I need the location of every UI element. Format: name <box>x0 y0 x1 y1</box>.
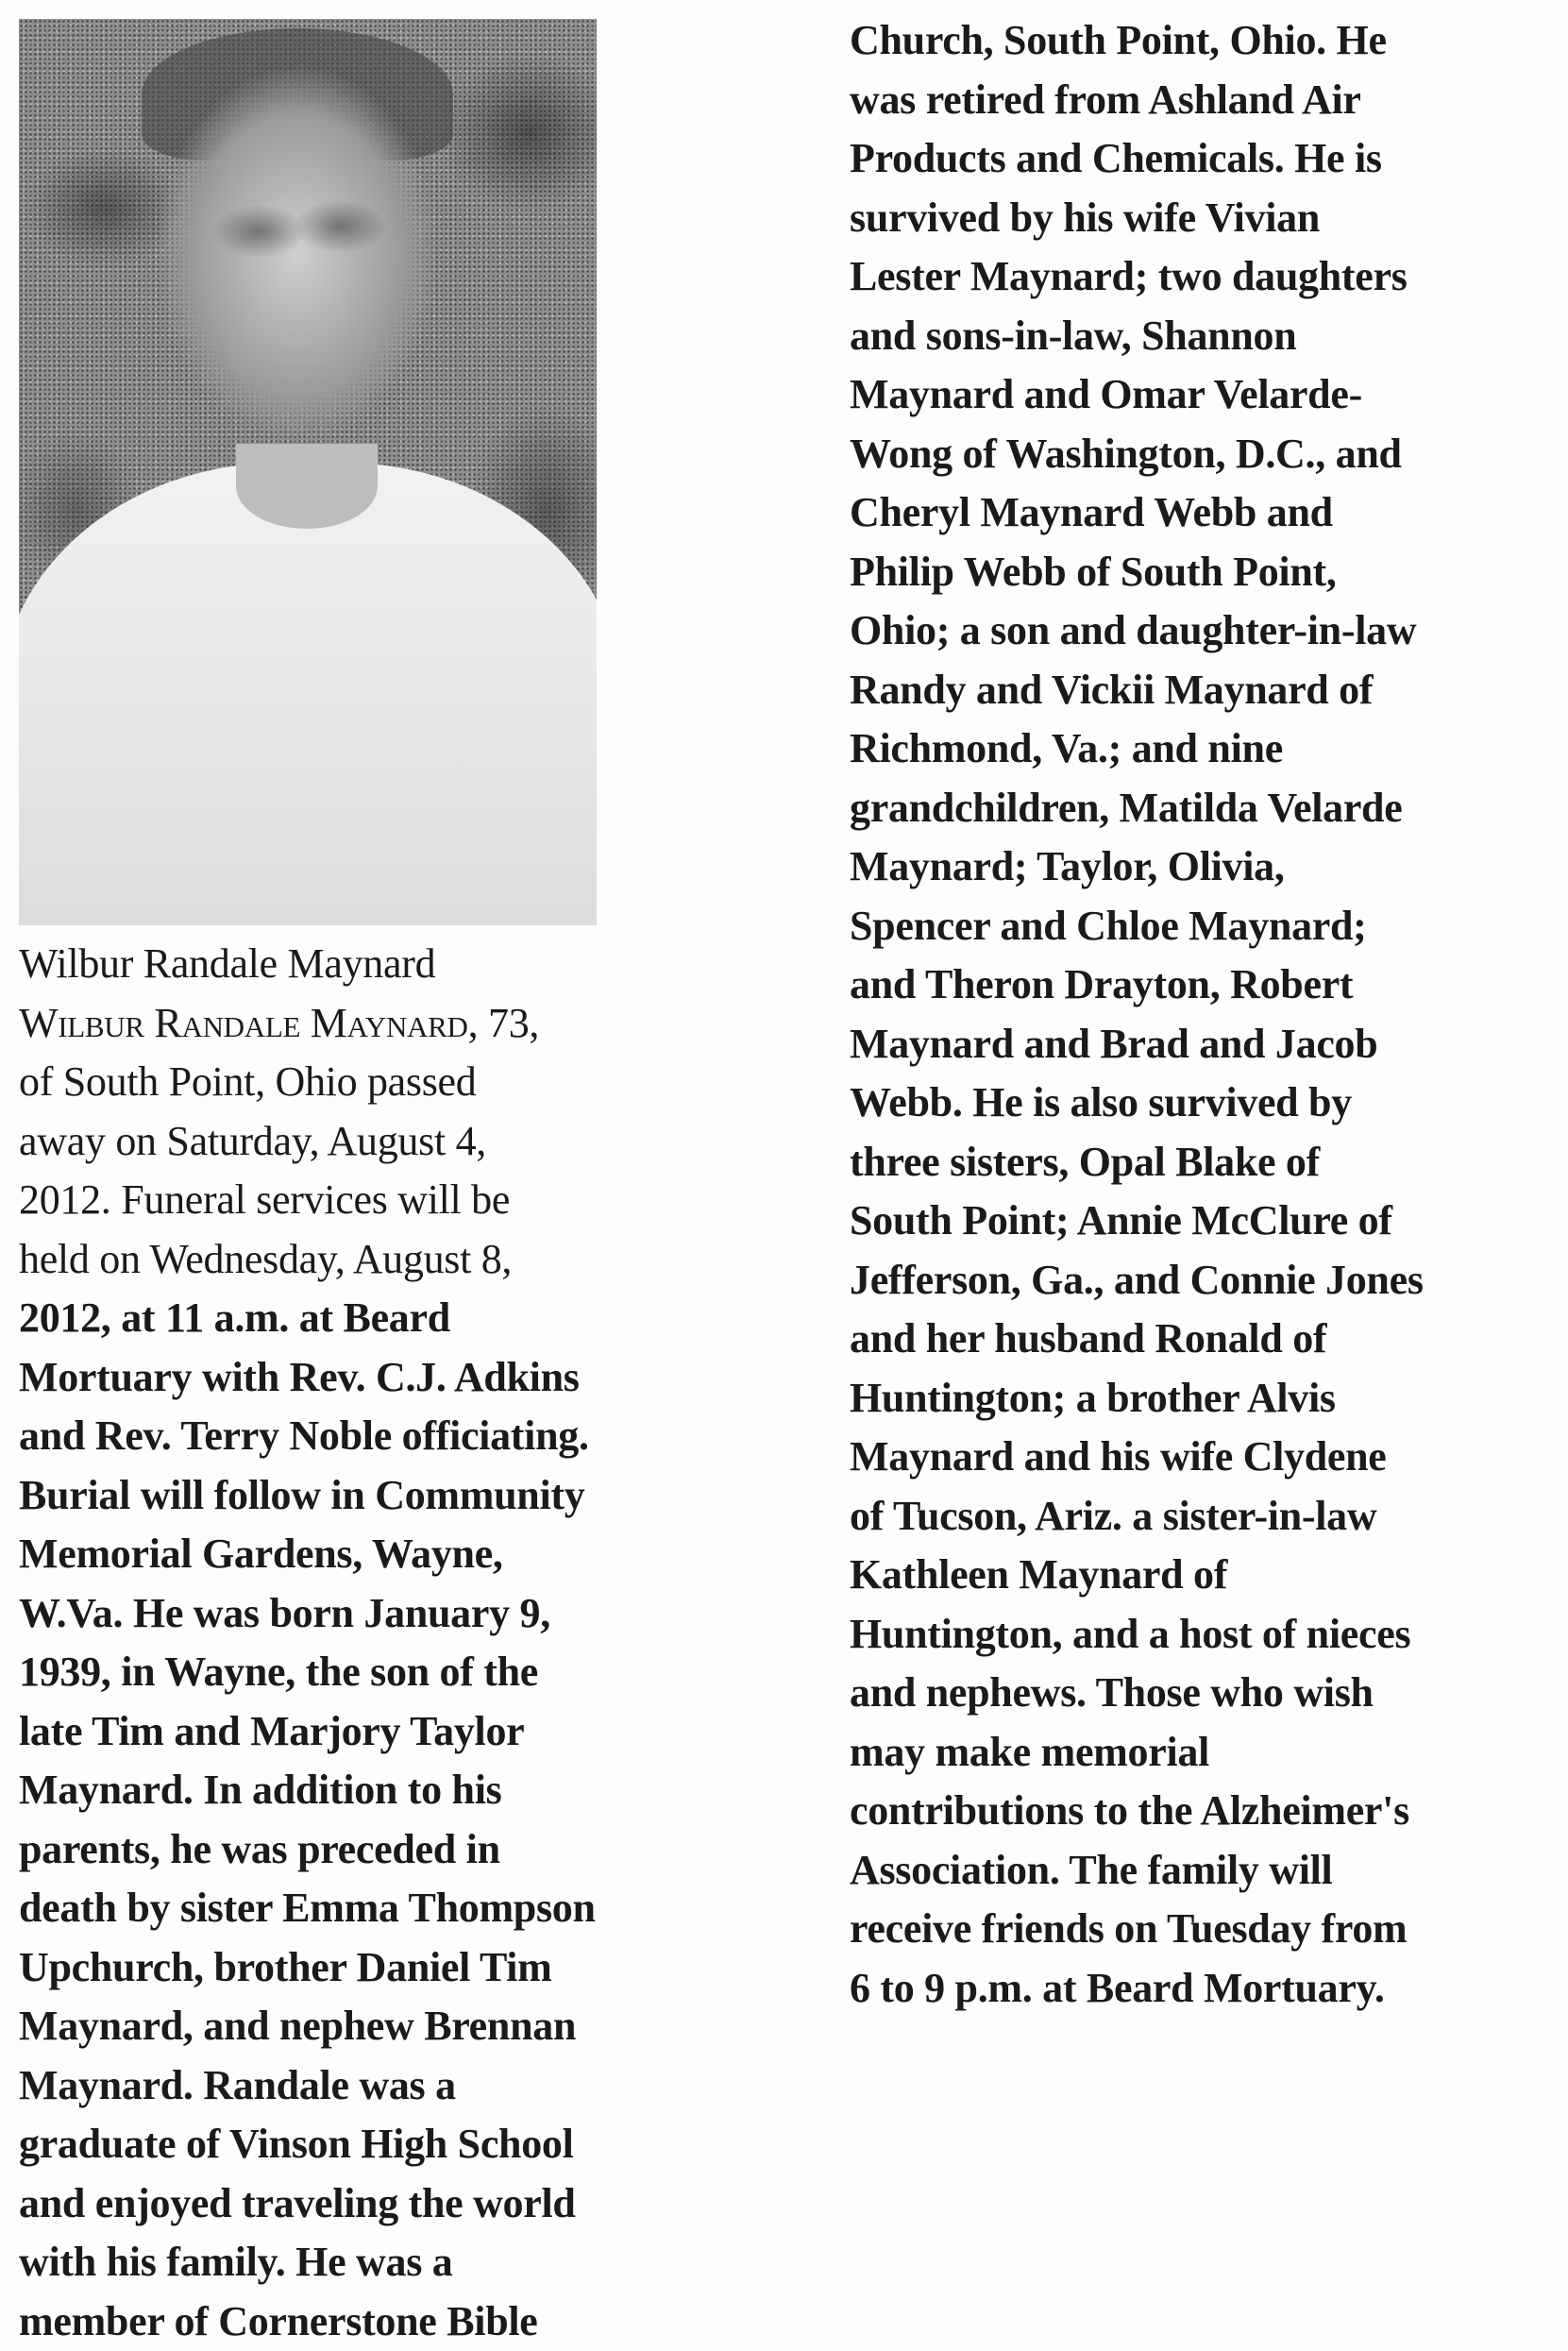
body-line: was retired from Ashland Air <box>850 76 1361 123</box>
body-line: Maynard and Brad and Jacob <box>850 1020 1378 1067</box>
text-column-right <box>850 11 1548 2018</box>
body-line: late Tim and Marjory Taylor <box>19 1707 525 1754</box>
body-line: and enjoyed traveling the world <box>19 2179 576 2226</box>
body-line: of South Point, Ohio passed <box>19 1058 477 1105</box>
body-line: survived by his wife Vivian <box>850 194 1320 241</box>
photo-neck <box>236 444 378 529</box>
body-line: held on Wednesday, August 8, <box>19 1235 513 1282</box>
body-line: Spencer and Chloe Maynard; <box>850 902 1367 949</box>
lead-name: Wilbur Randale Maynard <box>19 999 468 1046</box>
lead-age: , 73, <box>467 999 540 1046</box>
body-line: Huntington; a brother Alvis <box>850 1374 1336 1421</box>
body-line: 2012. Funeral services will be <box>19 1176 511 1223</box>
body-line: 1939, in Wayne, the son of the <box>19 1649 539 1695</box>
body-line: member of Cornerstone Bible <box>19 2297 538 2344</box>
body-line: Randy and Vickii Maynard of <box>850 666 1374 713</box>
body-line: Maynard, and nephew Brennan <box>19 2003 577 2049</box>
body-line: Maynard and his wife Clydene <box>850 1433 1387 1480</box>
body-line: contributions to the Alzheimer's <box>850 1787 1409 1834</box>
obituary-headline: Wilbur Randale Maynard <box>19 940 436 987</box>
body-line: South Point; Annie McClure of <box>850 1197 1392 1243</box>
body-line: Association. The family will <box>850 1846 1333 1893</box>
body-line: 6 to 9 p.m. at Beard Mortuary. <box>850 1964 1385 2011</box>
body-line: and Theron Drayton, Robert <box>850 961 1354 1007</box>
body-line: W.Va. He was born January 9, <box>19 1589 550 1636</box>
body-line: Memorial Gardens, Wayne, <box>19 1531 503 1577</box>
body-line: Wong of Washington, D.C., and <box>850 430 1402 477</box>
body-line: three sisters, Opal Blake of <box>850 1138 1320 1185</box>
photo-shirt <box>19 463 597 925</box>
body-line: receive friends on Tuesday from <box>850 1905 1408 1952</box>
body-line: Maynard. In addition to his <box>19 1767 502 1813</box>
body-line: Products and Chemicals. He is <box>850 135 1382 181</box>
portrait-photo <box>19 19 597 925</box>
body-line: of Tucson, Ariz. a sister-in-law <box>850 1492 1377 1539</box>
body-line: Cheryl Maynard Webb and <box>850 489 1333 535</box>
body-line: grandchildren, Matilda Velarde <box>850 784 1403 831</box>
body-line: Maynard and Omar Velarde- <box>850 371 1362 417</box>
body-line: may make memorial <box>850 1728 1210 1775</box>
body-line: and sons-in-law, Shannon <box>850 312 1297 359</box>
body-line: Maynard. Randale was a <box>19 2061 456 2108</box>
body-line: Ohio; a son and daughter-in-law <box>850 607 1417 653</box>
body-line: Burial will follow in Community <box>19 1471 585 1518</box>
body-line: death by sister Emma Thompson <box>19 1885 596 1931</box>
body-line: and Rev. Terry Noble officiating. <box>19 1412 589 1459</box>
text-column-left <box>19 935 746 2351</box>
body-line: with his family. He was a <box>19 2239 453 2285</box>
body-line: 2012, at 11 a.m. at Beard <box>19 1294 450 1341</box>
body-line: Church, South Point, Ohio. He <box>850 17 1387 63</box>
body-line: Mortuary with Rev. C.J. Adkins <box>19 1353 580 1400</box>
body-line: Webb. He is also survived by <box>850 1079 1352 1125</box>
body-line: parents, he was preceded in <box>19 1825 500 1872</box>
body-line: and nephews. Those who wish <box>850 1669 1374 1716</box>
body-line: away on Saturday, August 4, <box>19 1117 486 1164</box>
body-line: Philip Webb of South Point, <box>850 548 1337 595</box>
body-line: Lester Maynard; two daughters <box>850 253 1408 299</box>
body-line: Maynard; Taylor, Olivia, <box>850 843 1285 889</box>
photo-face <box>156 57 439 453</box>
body-line: Jefferson, Ga., and Connie Jones <box>850 1256 1424 1303</box>
obituary-lead-line <box>19 994 746 1054</box>
body-line: graduate of Vinson High School <box>19 2121 574 2167</box>
body-line: Richmond, Va.; and nine <box>850 725 1283 771</box>
body-line: Huntington, and a host of nieces <box>850 1610 1411 1657</box>
body-line: and her husband Ronald of <box>850 1315 1327 1362</box>
body-line: Kathleen Maynard of <box>850 1551 1228 1598</box>
body-line: Upchurch, brother Daniel Tim <box>19 1943 552 1990</box>
